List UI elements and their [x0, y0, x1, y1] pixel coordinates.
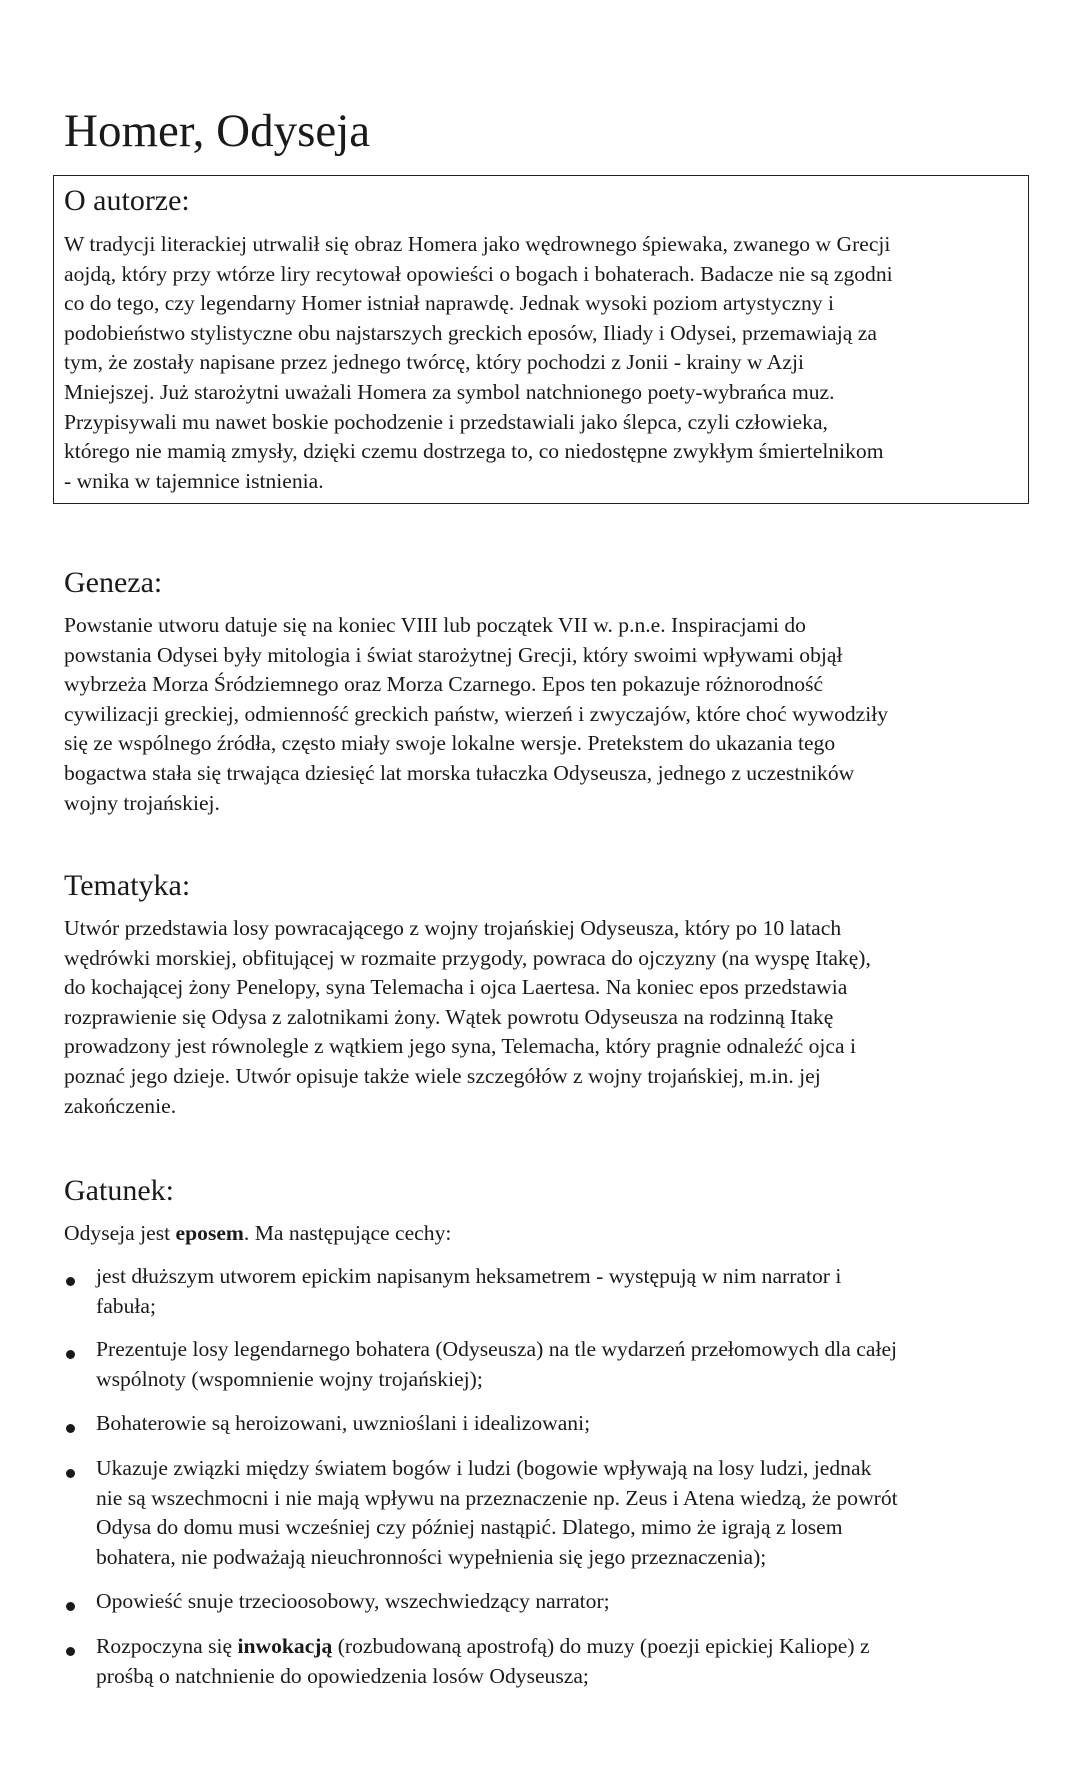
- list-item-text: [96, 1335, 897, 1394]
- list-item-text: [96, 1262, 841, 1321]
- genre-intro-rest: . Ma następujące cechy:: [243, 1221, 452, 1245]
- list-item-line: wspólnoty (wspomnienie wojny trojańskiej);: [96, 1366, 483, 1391]
- genre-intro: [64, 1219, 451, 1249]
- list-item-line: jest dłuższym utworem epickim napisanym heksametrem - występują w nim narrator i: [96, 1264, 842, 1288]
- list-item-text-part: Rozpoczyna się: [96, 1634, 238, 1658]
- list-item-text: [96, 1587, 610, 1617]
- author-line: - wnika w tajemnice istnienia.: [64, 468, 324, 493]
- theme-line: zakończenie.: [64, 1093, 177, 1118]
- list-item-line: [96, 1632, 870, 1662]
- list-item-line: fabuła;: [96, 1293, 156, 1318]
- author-heading: O autorze:: [64, 184, 190, 217]
- theme-line: prowadzony jest równolegle z wątkiem jego syna, Telemacha, który pragnie odnaleźć ojca i: [64, 1034, 856, 1059]
- bullet-icon: [66, 1350, 75, 1359]
- list-item-line: prośbą o natchnienie do opowiedzenia losów Odyseusza;: [96, 1663, 589, 1688]
- bullet-icon: [66, 1424, 75, 1433]
- theme-line: poznać jego dzieje. Utwór opisuje także wiele szczegółów z wojny trojańskiej, m.in. jej: [64, 1063, 821, 1088]
- genesis-heading: Geneza:: [64, 566, 163, 599]
- genesis-line: bogactwa stała się trwająca dziesięć lat morska tułaczka Odyseusza, jednego z uczestników: [64, 760, 855, 785]
- genesis-line: powstania Odysei były mitologia i świat starożytnej Grecji, który swoimi wpływami objął: [64, 642, 843, 667]
- list-item-line: Bohaterowie są heroizowani, uwznioślani i idealizowani;: [96, 1411, 591, 1435]
- bullet-icon: [66, 1277, 75, 1286]
- theme-line: do kochającej żony Penelopy, syna Telemacha i ojca Laertesa. Na koniec epos przedstawia: [64, 975, 848, 1000]
- genesis-line: się ze wspólnego źródła, często miały swoje lokalne wersje. Pretekstem do ukazania tego: [64, 731, 836, 756]
- list-item-text: [96, 1454, 898, 1572]
- list-item-line: nie są wszechmocni i nie mają wpływu na przeznaczenie np. Zeus i Atena wiedzą, że powrót: [96, 1485, 898, 1510]
- list-item-text: [96, 1409, 590, 1439]
- author-paragraph: [64, 230, 893, 496]
- author-line: co do tego, czy legendarny Homer istniał naprawdę. Jednak wysoki poziom artystyczny i: [64, 291, 834, 316]
- list-item-line: Prezentuje losy legendarnego bohatera (Odyseusza) na tle wydarzeń przełomowych dla całej: [96, 1337, 898, 1361]
- list-item-bold-term: inwokacją: [237, 1634, 333, 1658]
- author-line: Mniejszej. Już starożytni uważali Homera za symbol natchnionego poety-wybrańca muz.: [64, 379, 835, 404]
- theme-line: Utwór przedstawia losy powracającego z wojny trojańskiej Odyseusza, który po 10 latach: [64, 916, 842, 940]
- list-item-line: Opowieść snuje trzecioosobowy, wszechwiedzący narrator;: [96, 1589, 610, 1613]
- list-item-text: [96, 1632, 870, 1691]
- theme-paragraph: [64, 914, 871, 1121]
- author-line: aojdą, który przy wtórze liry recytował opowieści o bogach i bohaterach. Badacze nie są zgodni: [64, 261, 893, 286]
- list-item-text-part: (rozbudowaną apostrofą) do muzy (poezji epickiej Kaliope) z: [332, 1634, 870, 1658]
- bullet-icon: [66, 1602, 75, 1611]
- theme-line: wędrówki morskiej, obfitującej w rozmaite przygody, powraca do ojczyzny (na wyspę Itakę),: [64, 945, 871, 970]
- bullet-icon: [66, 1469, 75, 1478]
- genesis-line: Powstanie utworu datuje się na koniec VIII lub początek VII w. p.n.e. Inspiracjami do: [64, 613, 806, 637]
- genesis-line: wojny trojańskiej.: [64, 790, 220, 815]
- author-line: podobieństwo stylistyczne obu najstarszych greckich eposów, Iliady i Odysei, przemawiają za: [64, 320, 877, 345]
- author-line: Przypisywali mu nawet boskie pochodzenie i przedstawiali jako ślepca, czyli człowieka,: [64, 409, 828, 434]
- list-item-line: bohatera, nie podważają nieuchronności wypełnienia się jego przeznaczenia);: [96, 1544, 767, 1569]
- list-item-line: Ukazuje związki między światem bogów i ludzi (bogowie wpływają na losy ludzi, jednak: [96, 1456, 872, 1480]
- genre-heading: Gatunek:: [64, 1174, 174, 1207]
- document-title: Homer, Odyseja: [64, 105, 371, 157]
- author-line: tym, że zostały napisane przez jednego twórcę, który pochodzi z Jonii - krainy w Azji: [64, 350, 804, 375]
- genesis-line: cywilizacji greckiej, odmienność greckich państw, wierzeń i zwyczajów, które choć wywodziły: [64, 701, 889, 726]
- bullet-icon: [66, 1647, 75, 1656]
- author-line: W tradycji literackiej utrwalił się obraz Homera jako wędrownego śpiewaka, zwanego w Grecji: [64, 232, 891, 256]
- genre-intro-text: Odyseja jest: [64, 1221, 176, 1245]
- theme-heading: Tematyka:: [64, 869, 191, 902]
- list-item-line: Odysa do domu musi wcześniej czy później nastąpić. Dlatego, mimo że igrają z losem: [96, 1515, 843, 1540]
- author-line: którego nie mamią zmysły, dzięki czemu dostrzega to, co niedostępne zwykłym śmiertelnikom: [64, 439, 884, 464]
- genesis-paragraph: [64, 611, 888, 818]
- genesis-line: wybrzeża Morza Śródziemnego oraz Morza Czarnego. Epos ten pokazuje różnorodność: [64, 672, 824, 697]
- theme-line: rozprawienie się Odysa z zalotnikami żony. Wątek powrotu Odyseusza na rodzinną Itakę: [64, 1004, 834, 1029]
- genre-intro-bold: eposem: [175, 1221, 244, 1245]
